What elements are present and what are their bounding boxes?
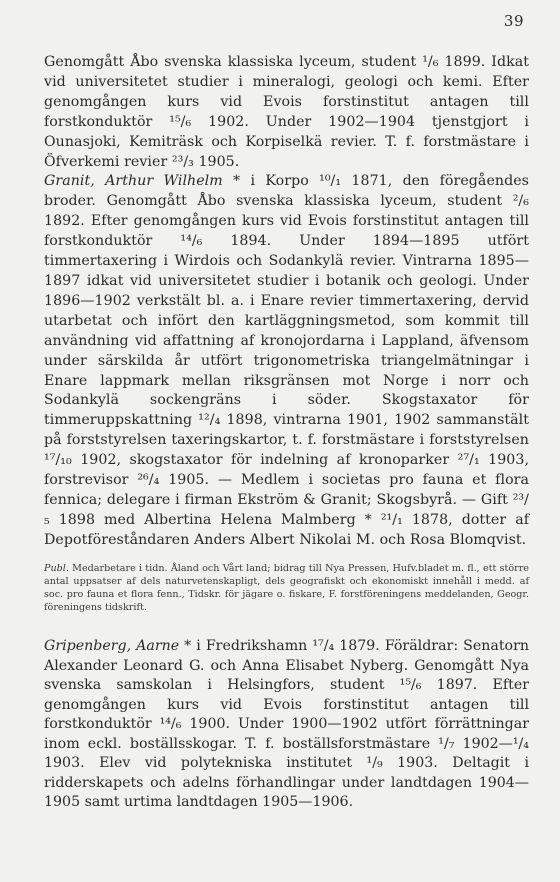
biography-entry — [44, 637, 529, 813]
entry-text: * i Fredrikshamn ¹⁷/₄ 1879. Föräldrar: Senatorn Alexander Leonard G. och Anna Elisabet Nyberg. Genomgått Nya svenska samskolan i Helsingfors, student ¹⁵/₆ 1897. Efter genomgången kurs vid Evois forstinstitut antagen till forstkonduktör ¹⁴/₆ 1900. Under 1900—1902 utfört förrättningar inom eckl. boställsskogar. T. f. boställsforstmästare ¹/₇ 1902—¹/₄ 1903. Elev vid polytekniska institutet ¹/₉ 1903. Deltagit i ridderskapets och adelns förhandlingar under landtdagen 1904—1905 samt urtima landtdagen 1905—1906. — [44, 638, 529, 811]
person-name: Granit, Arthur Wilhelm — [44, 173, 223, 190]
publications-note — [44, 562, 529, 615]
publications-text: Medarbetare i tidn. Åland och Vårt land; bidrag till Nya Pressen, Hufv.bladet m. fl., ett större antal uppsatser af dels naturvetenskapligt, dels geografiskt och ekonomiskt innehåll i medd. af soc. pro fauna et flora fenn., Tidskr. för jägare o. fiskare, F. forstföreningens meddelanden, Geogr. föreningens tidskrift. — [44, 562, 529, 614]
biography-entry — [44, 172, 529, 550]
biography-entry-continued: Genomgått Åbo svenska klassiska lyceum, student ¹/₆ 1899. Idkat vid universitetet studier i mineralogi, geologi och kemi. Efter genomgången kurs vid Evois forstinstitut antagen till forstkonduktör ¹⁵/₆ 1902. Under 1902—1904 tjenstgjort i Ounasjoki, Kemiträsk och Korpiselkä revier. T. f. forstmästare i Öfverkemi revier ²³/₃ 1905. — [44, 54, 529, 170]
biography-section-2 — [44, 637, 529, 813]
person-name: Gripenberg, Aarne — [44, 638, 180, 655]
page-body — [44, 53, 529, 813]
biography-section — [44, 53, 529, 551]
publications-label: Publ. — [44, 562, 69, 574]
page-number: 39 — [503, 12, 524, 30]
entry-text: * i Korpo ¹⁰/₁ 1871, den föregåendes broder. Genomgått Åbo svenska klassiska lyceum, student ²/₆ 1892. Efter genomgången kurs vid Evois forstinstitut antagen till forstkonduktör ¹⁴/₆ 1894. Under 1894—1895 utfört timmertaxering i Wirdois och Sodankylä revier. Vintrarna 1895—1897 idkat vid universitetet studier i botanik och geologi. Under 1896—1902 verkstält bl. a. i Enare revier timmertaxering, dervid utarbetat och infört den kartläggningsmetod, som kommit till användning vid affattning af kronojordarna i Lappland, äfvensom under särskilda år utfört trigonometriska triangelmätningar i Enare lappmark mellan riksgränsen mot Norge i norr och Sodankylä sockengräns i söder. Skogstaxator för timmeruppskattning ¹²/₄ 1898, vintrarna 1901, 1902 sammanstält på forststyrelsen taxeringskartor, t. f. forstmästare i forststyrelsen ¹⁷/₁₀ 1902, skogstaxator för indelning af kronoparker ²⁷/₁ 1903, forstrevisor ²⁶/₄ 1905. — Medlem i societas pro fauna et flora fennica; delegare i firman Ekström & Granit; Skogsbyrå. — Gift ²³/₅ 1898 med Albertina Helena Malmberg * ²¹/₁ 1878, dotter af Depotföreståndaren Anders Albert Nikolai M. och Rosa Blomqvist. — [44, 173, 529, 548]
